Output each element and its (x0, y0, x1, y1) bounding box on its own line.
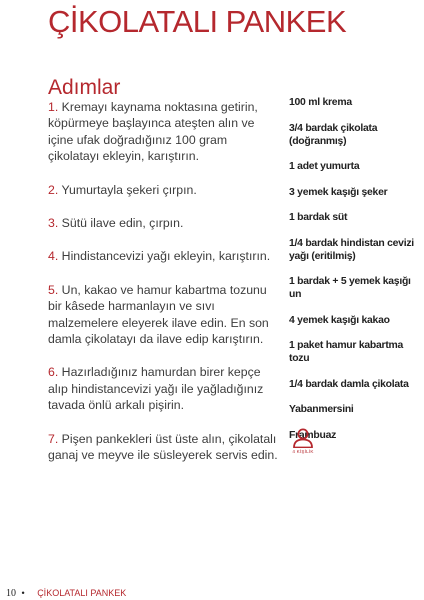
step-number: 3. (48, 216, 59, 231)
step-text: Kremayı kaynama noktasına getirin, köpürmeye başlayınca ateşten alın ve içine ufak doğradığınız 100 gram çikolatayı ekleyin, karıştırın. (48, 100, 258, 164)
ingredient-item: 3 yemek kaşığı şeker (289, 186, 388, 198)
ingredient-item: Frambuaz (289, 429, 337, 441)
step-item (48, 364, 280, 413)
step-text: Pişen pankekleri üst üste alın, çikolatalı ganaj ve meyve ile süsleyerek servis edin. (48, 431, 278, 463)
ingredient-item: 1/4 bardak hindistan cevizi yağı (eritilmiş) (289, 237, 414, 262)
step-text: Hazırladığınız hamurdan birer kepçe alıp hindistancevizi yağı ile yağladığınız tavada önlü arkalı pişirin. (48, 365, 264, 413)
step-number: 4. (48, 249, 59, 264)
ingredient-item: Yabanmersini (289, 404, 354, 415)
step-number: 1. (48, 100, 59, 114)
ingredient-item: 1 paket hamur kabartma tozu (289, 340, 404, 364)
page-number: 10 (6, 588, 16, 599)
step-text: Un, kakao ve hamur kabartma tozunu bir kâsede harmanlayın ve sıvı malzemelere eleyerek ilave edin. En son damla çikolatayı da ilave edip karıştırın. (48, 282, 269, 347)
page-title: ÇİKOLATALI PANKEK (48, 4, 347, 39)
step-item (48, 182, 280, 198)
step-number: 6. (48, 365, 59, 380)
step-item (48, 282, 280, 348)
ingredient-item: 3/4 bardak çikolata (doğranmış) (289, 122, 378, 147)
servings-badge (289, 428, 317, 454)
step-text: Hindistancevizi yağı ekleyin, karıştırın. (58, 249, 271, 264)
footer-title: ÇİKOLATALI PANKEK (37, 588, 127, 598)
footer-bullet: • (21, 588, 25, 598)
ingredient-item: 1 bardak + 5 yemek kaşığı un (289, 276, 411, 300)
step-text: Sütü ilave edin, çırpın. (58, 216, 184, 231)
steps-list (48, 99, 280, 481)
step-item (48, 431, 280, 464)
step-number: 5. (48, 282, 59, 297)
ingredient-item: 1/4 bardak damla çikolata (289, 378, 409, 390)
step-number: 2. (48, 182, 59, 197)
ingredient-item: 4 yemek kaşığı kakao (289, 314, 390, 326)
steps-heading: Adımlar (48, 76, 121, 99)
step-item (48, 215, 280, 231)
step-item (48, 99, 280, 165)
ingredient-item: 1 adet yumurta (289, 161, 360, 172)
ingredient-item: 1 bardak süt (289, 212, 348, 223)
ingredients-list (289, 96, 424, 454)
step-number: 7. (48, 431, 59, 446)
page-footer (6, 588, 126, 599)
step-text: Yumurtayla şekeri çırpın. (58, 182, 197, 197)
ingredient-item: 100 ml krema (289, 97, 352, 108)
servings-label: 4 KİŞİLİK (292, 449, 314, 454)
person-icon (289, 428, 317, 448)
step-item (48, 248, 280, 264)
